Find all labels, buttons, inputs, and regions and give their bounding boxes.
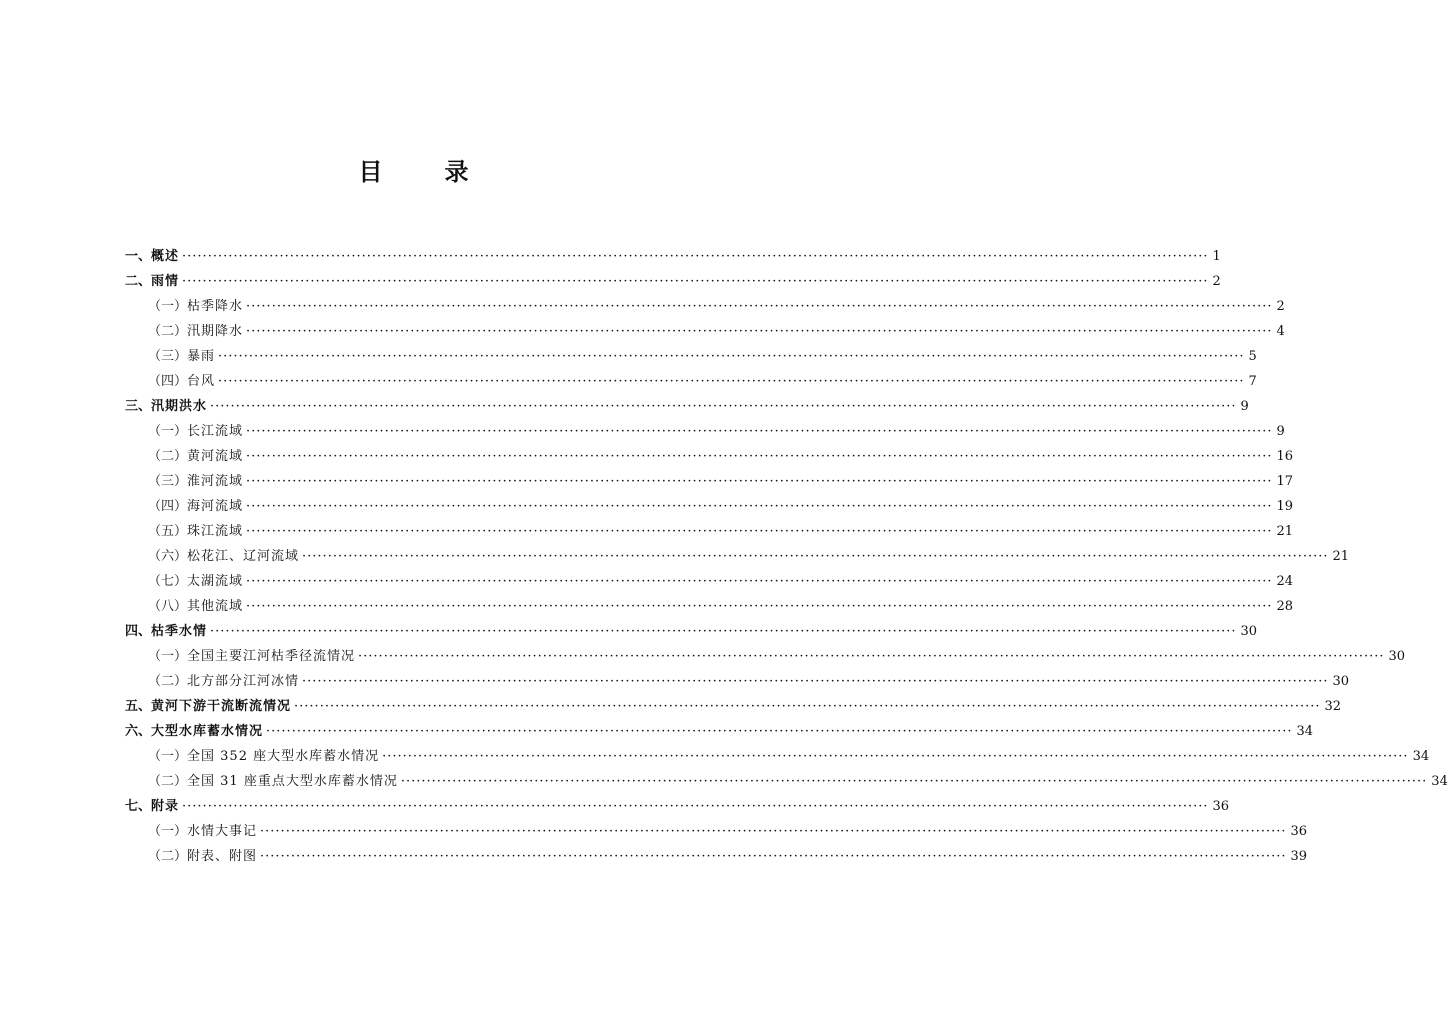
toc-entry-number: 二、: [125, 274, 152, 289]
toc-leader-dots: ········································································································································································································: [294, 699, 1321, 714]
toc-entry-number: （二）: [148, 674, 188, 689]
toc-entry: [125, 819, 1308, 844]
toc-entry-number: （三）: [148, 474, 188, 489]
toc-entry-page: 9: [1276, 424, 1285, 439]
toc-entry-page: 39: [1290, 849, 1308, 864]
toc-entry-number: （一）: [148, 824, 188, 839]
toc-entry: [125, 719, 1314, 744]
toc-entry: [125, 844, 1308, 869]
toc-entry: [125, 419, 1285, 444]
table-of-contents: [125, 244, 1448, 869]
toc-entry-number: （四）: [148, 374, 188, 389]
toc-leader-dots: ········································································································································································································: [246, 474, 1273, 489]
toc-entry: [125, 519, 1294, 544]
toc-entry-title: 大型水库蓄水情况: [151, 724, 264, 739]
toc-entry-page: 19: [1276, 499, 1294, 514]
toc-entry-page: 21: [1332, 549, 1350, 564]
toc-entry-page: 36: [1290, 824, 1308, 839]
toc-leader-dots: ········································································································································································································: [302, 674, 1329, 689]
toc-leader-dots: ········································································································································································································: [358, 649, 1385, 664]
toc-leader-dots: ········································································································································································································: [400, 774, 1428, 789]
toc-entry: [125, 569, 1294, 594]
toc-entry-page: 16: [1276, 449, 1294, 464]
toc-entry-title: 太湖流域: [187, 574, 244, 589]
toc-entry: [125, 544, 1350, 569]
toc-entry-number: 五、: [125, 699, 152, 714]
toc-leader-dots: ········································································································································································································: [246, 574, 1273, 589]
toc-entry-number: （一）: [148, 649, 188, 664]
toc-entry: [125, 269, 1221, 294]
toc-entry: [125, 369, 1257, 394]
toc-entry-page: 17: [1276, 474, 1294, 489]
toc-leader-dots: ········································································································································································································: [246, 599, 1273, 614]
toc-entry-title: 北方部分江河冰情: [187, 674, 300, 689]
toc-leader-dots: ········································································································································································································: [302, 549, 1329, 564]
toc-leader-dots: ········································································································································································································: [182, 799, 1209, 814]
toc-entry-number: 一、: [125, 249, 152, 264]
toc-leader-dots: ········································································································································································································: [246, 449, 1273, 464]
toc-leader-dots: ········································································································································································································: [246, 324, 1273, 339]
toc-entry: [125, 394, 1249, 419]
toc-leader-dots: ········································································································································································································: [382, 749, 1409, 764]
toc-entry-page: 34: [1431, 774, 1448, 789]
toc-entry: [125, 469, 1294, 494]
toc-entry-title: 珠江流域: [187, 524, 244, 539]
toc-leader-dots: ········································································································································································································: [210, 624, 1237, 639]
toc-entry: [125, 444, 1294, 469]
toc-entry-number: （二）: [148, 324, 188, 339]
toc-entry-title: 黄河下游干流断流情况: [151, 699, 292, 714]
toc-entry: [125, 294, 1285, 319]
toc-entry: [125, 769, 1448, 794]
toc-entry-page: 2: [1212, 274, 1221, 289]
toc-entry-title: 淮河流域: [187, 474, 244, 489]
toc-entry-page: 28: [1276, 599, 1294, 614]
toc-leader-dots: ········································································································································································································: [260, 824, 1287, 839]
toc-leader-dots: ········································································································································································································: [246, 499, 1273, 514]
page-title: [0, 152, 827, 187]
toc-entry-title: 雨情: [151, 274, 180, 289]
toc-entry-page: 30: [1332, 674, 1350, 689]
toc-leader-dots: ········································································································································································································: [246, 424, 1273, 439]
toc-entry-number: （二）: [148, 449, 188, 464]
toc-entry-title: 枯季降水: [187, 299, 244, 314]
toc-entry: [125, 319, 1285, 344]
toc-entry-number: （二）: [148, 849, 188, 864]
toc-entry-page: 1: [1212, 249, 1221, 264]
toc-entry-number: （七）: [148, 574, 188, 589]
toc-entry-page: 30: [1240, 624, 1258, 639]
toc-entry-page: 21: [1276, 524, 1294, 539]
toc-leader-dots: ········································································································································································································: [182, 249, 1209, 264]
toc-entry-number: （二）: [148, 774, 188, 789]
toc-leader-dots: ········································································································································································································: [266, 724, 1293, 739]
toc-entry-page: 30: [1388, 649, 1406, 664]
toc-entry-page: 34: [1296, 724, 1314, 739]
toc-entry-title: 汛期洪水: [151, 399, 208, 414]
toc-entry-title: 暴雨: [187, 349, 216, 364]
toc-entry-page: 4: [1276, 324, 1285, 339]
toc-leader-dots: ········································································································································································································: [246, 299, 1273, 314]
toc-entry-number: （四）: [148, 499, 188, 514]
toc-entry-number: （一）: [148, 424, 188, 439]
toc-entry-title: 黄河流域: [187, 449, 244, 464]
toc-entry: [125, 344, 1257, 369]
toc-entry-title: 枯季水情: [151, 624, 208, 639]
toc-entry-number: 三、: [125, 399, 152, 414]
toc-entry-number: （八）: [148, 599, 188, 614]
toc-entry-title: 全国主要江河枯季径流情况: [187, 649, 356, 664]
toc-entry-number: 七、: [125, 799, 152, 814]
toc-entry-page: 24: [1276, 574, 1294, 589]
toc-leader-dots: ········································································································································································································: [218, 349, 1245, 364]
toc-leader-dots: ········································································································································································································: [182, 274, 1209, 289]
toc-entry-title: 附表、附图: [187, 849, 258, 864]
toc-entry-title: 全国 352 座大型水库蓄水情况: [187, 749, 380, 764]
toc-entry-title: 汛期降水: [187, 324, 244, 339]
toc-entry-number: （一）: [148, 299, 188, 314]
toc-entry-number: 四、: [125, 624, 152, 639]
title-char-2: 录: [444, 158, 469, 186]
toc-entry-title: 其他流域: [187, 599, 244, 614]
toc-entry-page: 2: [1276, 299, 1285, 314]
toc-entry-title: 松花江、辽河流域: [187, 549, 300, 564]
toc-entry-number: （五）: [148, 524, 188, 539]
title-char-1: 目: [358, 158, 383, 186]
toc-leader-dots: ········································································································································································································: [218, 374, 1245, 389]
toc-entry-page: 5: [1248, 349, 1257, 364]
toc-entry-title: 全国 31 座重点大型水库蓄水情况: [187, 774, 398, 789]
toc-entry-title: 台风: [187, 374, 216, 389]
toc-leader-dots: ········································································································································································································: [246, 524, 1273, 539]
toc-entry: [125, 694, 1342, 719]
toc-entry: [125, 669, 1350, 694]
toc-entry: [125, 619, 1258, 644]
toc-entry-title: 水情大事记: [187, 824, 258, 839]
toc-entry-page: 9: [1240, 399, 1249, 414]
toc-entry-page: 34: [1412, 749, 1430, 764]
toc-entry: [125, 644, 1406, 669]
toc-entry-page: 32: [1324, 699, 1342, 714]
toc-entry: [125, 744, 1430, 769]
toc-entry: [125, 494, 1294, 519]
toc-entry-page: 7: [1248, 374, 1257, 389]
toc-entry-title: 海河流域: [187, 499, 244, 514]
toc-entry-number: （一）: [148, 749, 188, 764]
toc-entry-number: （三）: [148, 349, 188, 364]
toc-leader-dots: ········································································································································································································: [210, 399, 1237, 414]
toc-entry-title: 长江流域: [187, 424, 244, 439]
toc-entry-page: 36: [1212, 799, 1230, 814]
toc-entry: [125, 244, 1221, 269]
toc-entry-title: 附录: [151, 799, 180, 814]
toc-entry-title: 概述: [151, 249, 180, 264]
toc-entry-number: 六、: [125, 724, 152, 739]
toc-entry-number: （六）: [148, 549, 188, 564]
toc-entry: [125, 594, 1294, 619]
toc-entry: [125, 794, 1230, 819]
toc-leader-dots: ········································································································································································································: [260, 849, 1287, 864]
